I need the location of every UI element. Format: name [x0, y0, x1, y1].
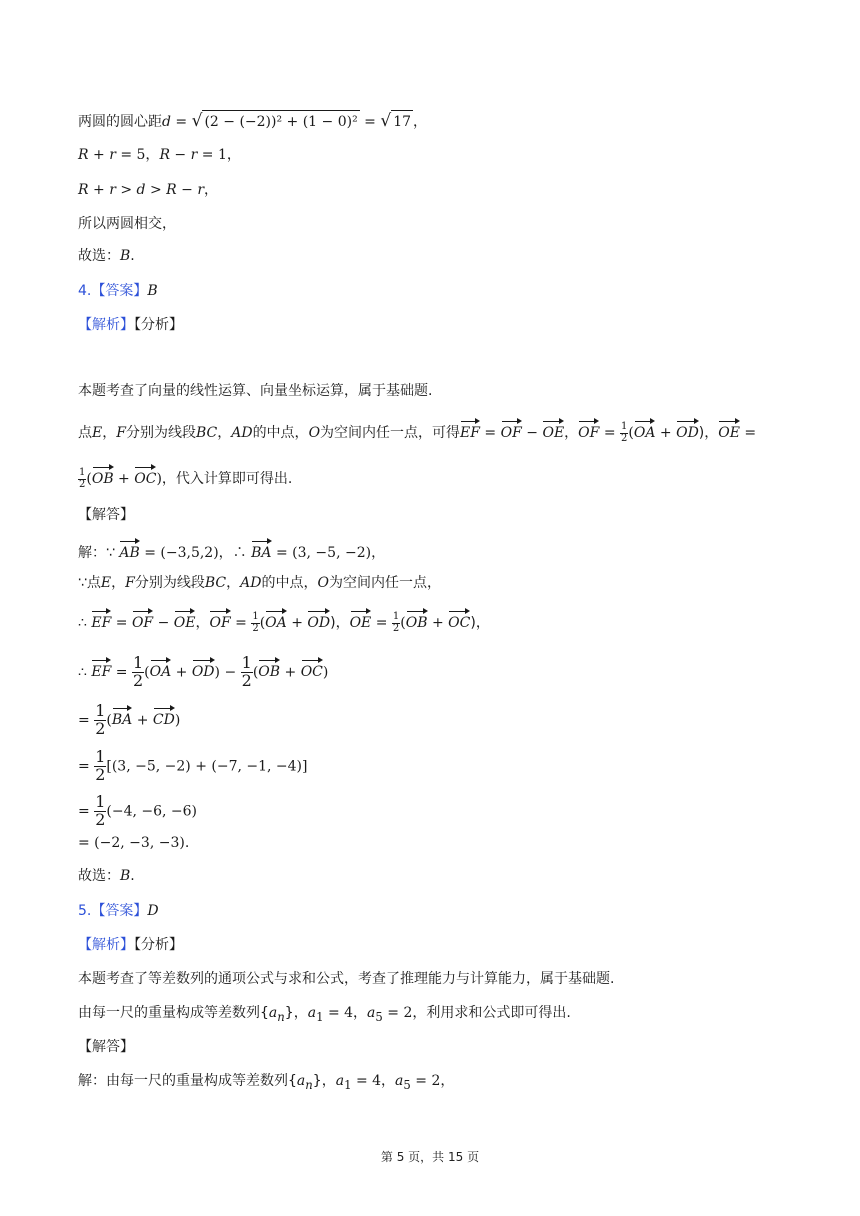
- math-var: O: [308, 425, 321, 441]
- vector: EF: [91, 610, 111, 633]
- math-subscript: 1: [316, 1009, 324, 1024]
- text-segment: ，利用求和公式即可得出.: [412, 1005, 571, 1021]
- math-op: (: [144, 664, 150, 681]
- math-var: d: [136, 182, 146, 198]
- math-op: =: [111, 664, 132, 681]
- text-segment: ，代入计算即可得出.: [161, 471, 293, 487]
- math-var: BC: [204, 575, 227, 591]
- vector: OD: [307, 610, 330, 633]
- text-line: [78, 610, 490, 634]
- text-segment: 两圆的圆心距: [78, 114, 162, 130]
- math-op: (: [400, 615, 406, 631]
- math-text: = 5，: [115, 147, 160, 163]
- math-var: r: [109, 182, 116, 198]
- fraction-numerator: 1: [252, 611, 259, 622]
- math-text: [(3, −5, −2) + (−7, −1, −4)]: [106, 758, 308, 775]
- math-text: = 4，: [323, 1005, 368, 1021]
- text-line: [78, 866, 135, 886]
- section-heading: 【解答】: [78, 1039, 134, 1055]
- vector: OD: [676, 420, 699, 443]
- math-var: r: [197, 182, 205, 198]
- text-segment: }，: [284, 1005, 308, 1021]
- analysis-tag: 【解析】: [78, 317, 134, 333]
- math-var: AD: [240, 575, 262, 591]
- text-line: [78, 420, 756, 444]
- math-op: ): [214, 664, 220, 681]
- analysis-heading: [78, 315, 183, 335]
- section-heading: 【解答】: [78, 507, 134, 523]
- math-op: =: [78, 712, 95, 729]
- answer-heading: [78, 281, 158, 301]
- fraction-denominator: 2: [621, 432, 628, 444]
- vector: OC: [301, 659, 323, 682]
- fraction-denominator: 2: [95, 764, 106, 784]
- vector: OE: [174, 610, 196, 633]
- text-segment: }，: [312, 1073, 336, 1089]
- math-var: AD: [231, 425, 253, 441]
- page-footer: 第 5 页，共 15 页: [380, 1150, 480, 1164]
- math-op: ): [156, 471, 162, 487]
- analysis-subtag: 【分析】: [134, 937, 183, 953]
- math-op: +: [171, 664, 192, 681]
- math-op: ∴: [78, 664, 92, 681]
- vector: EF: [91, 659, 111, 682]
- answer-value: B: [147, 283, 158, 299]
- text-line: [78, 749, 307, 784]
- vector: OA: [634, 420, 656, 443]
- text-segment: 故选：: [78, 868, 120, 884]
- text-line: [78, 110, 427, 132]
- math-op: +: [280, 664, 301, 681]
- math-var: R: [159, 147, 170, 163]
- text-segment: ，: [195, 615, 210, 631]
- question-number: 4.: [78, 283, 92, 299]
- fraction-numerator: 1: [95, 792, 106, 811]
- math-var: B: [120, 248, 131, 264]
- math-var: d: [162, 114, 171, 130]
- vector: OA: [150, 659, 172, 682]
- math-var: F: [125, 575, 135, 591]
- math-var: BC: [195, 425, 218, 441]
- text-segment: )，: [698, 425, 719, 441]
- math-var: F: [116, 425, 126, 441]
- math-op: −: [153, 615, 174, 631]
- fraction-denominator: 2: [79, 478, 86, 490]
- fraction-denominator: 2: [252, 622, 259, 634]
- math-op: +: [88, 182, 110, 198]
- vector: OB: [406, 610, 428, 633]
- math-op: =: [78, 803, 95, 820]
- fraction-numerator: 1: [392, 611, 400, 622]
- math-text: = 2: [382, 1005, 413, 1021]
- fraction: [94, 703, 106, 738]
- fraction-denominator: 2: [95, 809, 106, 829]
- vector: OF: [578, 420, 599, 443]
- sqrt-icon: √: [191, 111, 203, 131]
- text-segment: 故选：: [78, 248, 120, 264]
- text-segment: 分别为线段: [134, 575, 205, 591]
- math-subscript: 1: [344, 1077, 352, 1092]
- text-segment: ，: [217, 425, 232, 441]
- math-op: =: [78, 758, 95, 775]
- math-op: ∴: [78, 615, 92, 631]
- fraction-numerator: 1: [95, 747, 106, 766]
- answer-tag: 【答案】: [91, 283, 148, 299]
- math-text: = (−3,5,2)，∴: [139, 545, 252, 561]
- math-op: >: [115, 182, 137, 198]
- text-segment: ，: [204, 182, 219, 198]
- fraction: [241, 655, 253, 690]
- text-segment: 解：∵: [78, 545, 120, 561]
- math-var: R: [78, 182, 89, 198]
- math-var: B: [120, 868, 131, 884]
- text-line: 本题考查了向量的线性运算、向量坐标运算，属于基础题.: [78, 383, 433, 399]
- text-segment: 的中点，: [261, 575, 318, 591]
- fraction-denominator: 2: [132, 670, 144, 690]
- math-op: +: [286, 615, 308, 631]
- text-line: = (−2, −3, −3).: [78, 835, 190, 851]
- math-op: −: [220, 664, 241, 681]
- math-op: +: [113, 471, 135, 487]
- question-number: 5.: [78, 903, 92, 919]
- vector: CD: [153, 707, 175, 730]
- math-op: −: [176, 182, 198, 198]
- text-segment: .: [130, 248, 135, 264]
- fraction-denominator: 2: [95, 718, 106, 738]
- vector: OD: [192, 659, 215, 682]
- math-op: (: [259, 615, 266, 631]
- vector: BA: [112, 707, 132, 730]
- answer-value: D: [147, 903, 159, 919]
- analysis-heading: [78, 935, 183, 955]
- text-segment: ，: [413, 114, 428, 130]
- vector: EF: [460, 420, 480, 443]
- fraction: [132, 655, 144, 690]
- math-op: +: [655, 425, 677, 441]
- math-op: +: [132, 712, 153, 729]
- math-op: =: [479, 425, 501, 441]
- math-var: a: [367, 1005, 376, 1021]
- text-line: [78, 655, 328, 690]
- text-line: [78, 466, 292, 490]
- text-segment: ，: [226, 575, 241, 591]
- math-op: =: [359, 114, 381, 130]
- math-op: −: [169, 147, 191, 163]
- math-subscript: 5: [403, 1077, 411, 1092]
- math-var: a: [335, 1073, 345, 1089]
- math-var: r: [109, 147, 116, 163]
- vector: OB: [258, 659, 280, 682]
- text-segment: )，: [470, 615, 490, 631]
- math-var: a: [307, 1005, 317, 1021]
- text-line: [78, 246, 135, 266]
- text-segment: 为空间内任一点，: [328, 575, 441, 591]
- math-op: ): [322, 664, 329, 681]
- math-op: =: [371, 615, 392, 631]
- math-subscript: 5: [375, 1009, 383, 1024]
- math-var: E: [92, 425, 103, 441]
- math-var: O: [317, 575, 329, 591]
- math-op: (: [628, 425, 634, 441]
- math-text: (−4, −6, −6): [106, 803, 198, 820]
- math-var: R: [78, 147, 89, 163]
- answer-tag: 【答案】: [91, 903, 148, 919]
- text-segment: ，: [564, 425, 579, 441]
- text-segment: 分别为线段: [125, 425, 196, 441]
- math-subscript: n: [305, 1077, 313, 1092]
- math-op: =: [170, 114, 192, 130]
- math-op: (: [86, 471, 92, 487]
- sqrt-content: (2 − (−2))² + (1 − 0)²: [202, 110, 359, 132]
- math-op: =: [230, 615, 252, 631]
- text-segment: .: [130, 868, 135, 884]
- text-segment: 由每一尺的重量构成等差数列{: [78, 1005, 269, 1021]
- math-subscript: n: [277, 1009, 285, 1024]
- answer-heading: [78, 901, 159, 921]
- vector: OF: [501, 420, 522, 443]
- text-segment: )，: [330, 615, 350, 631]
- text-line: [78, 573, 441, 593]
- text-segment: 解：由每一尺的重量构成等差数列{: [78, 1073, 297, 1089]
- text-line: [78, 1071, 454, 1095]
- math-var: r: [190, 147, 198, 163]
- fraction-numerator: 1: [95, 701, 106, 720]
- fraction-numerator: 1: [621, 421, 628, 432]
- fraction-numerator: 1: [241, 653, 252, 672]
- text-line: [78, 1003, 571, 1027]
- text-segment: 点: [78, 425, 92, 441]
- vector: OA: [265, 610, 287, 633]
- vector: OF: [132, 610, 153, 633]
- text-line: [78, 794, 197, 829]
- vector: OF: [209, 610, 230, 633]
- math-var: R: [166, 182, 177, 198]
- vector: OB: [92, 466, 114, 489]
- math-text: = 1，: [197, 147, 241, 163]
- math-var: a: [296, 1073, 306, 1089]
- fraction-numerator: 1: [132, 653, 144, 672]
- vector: OE: [718, 420, 740, 443]
- fraction-denominator: 2: [241, 670, 252, 690]
- math-var: a: [395, 1073, 404, 1089]
- text-line: 所以两圆相交，: [78, 216, 176, 232]
- fraction-denominator: 2: [392, 622, 400, 634]
- text-line: [78, 180, 218, 200]
- math-op: =: [599, 425, 621, 441]
- fraction-numerator: 1: [79, 467, 86, 478]
- math-op: (: [106, 712, 112, 729]
- math-var: E: [100, 575, 112, 591]
- math-op: +: [427, 615, 449, 631]
- vector: BA: [251, 540, 271, 563]
- fraction: [94, 794, 106, 829]
- math-op: =: [739, 425, 757, 441]
- analysis-tag: 【解析】: [78, 937, 134, 953]
- math-text: = 2，: [410, 1073, 455, 1089]
- math-op: +: [88, 147, 110, 163]
- math-op: >: [145, 182, 167, 198]
- fraction: [251, 612, 259, 634]
- text-segment: ∵点: [78, 575, 101, 591]
- math-var: a: [268, 1005, 278, 1021]
- math-op: =: [111, 615, 132, 631]
- sqrt-content: 17: [391, 110, 413, 132]
- text-segment: 为空间内任一点，可得: [320, 425, 461, 441]
- text-segment: 的中点，: [252, 425, 309, 441]
- sqrt-icon: √: [380, 111, 392, 131]
- vector: OC: [134, 466, 156, 489]
- text-line: [78, 145, 241, 165]
- math-text: = 4，: [351, 1073, 396, 1089]
- text-segment: ，: [111, 575, 126, 591]
- vector: AB: [119, 540, 139, 563]
- text-line: [78, 540, 385, 563]
- text-line: [78, 703, 180, 738]
- math-text: = (3, −5, −2)，: [271, 545, 386, 561]
- fraction: [94, 749, 106, 784]
- text-segment: ，: [102, 425, 117, 441]
- math-op: ): [174, 712, 181, 729]
- text-line: 本题考查了等差数列的通项公式与求和公式，考查了推理能力与计算能力，属于基础题.: [78, 971, 615, 987]
- vector: OC: [448, 610, 470, 633]
- math-op: (: [252, 664, 259, 681]
- analysis-subtag: 【分析】: [134, 317, 183, 333]
- math-op: −: [521, 425, 543, 441]
- vector: OE: [350, 610, 372, 633]
- vector: OE: [542, 420, 564, 443]
